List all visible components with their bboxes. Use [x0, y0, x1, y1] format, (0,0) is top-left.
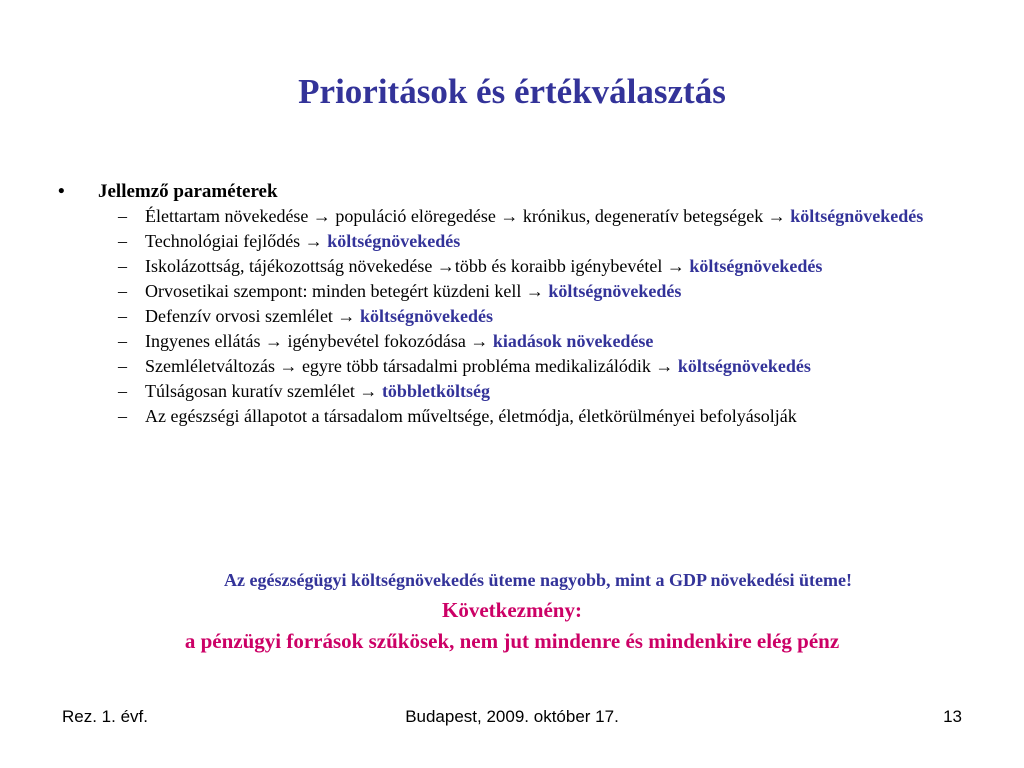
dash-icon: –	[118, 256, 127, 276]
dash-icon: –	[118, 306, 127, 326]
highlight-text: költségnövekedés	[689, 256, 823, 276]
bullet-icon: •	[58, 181, 65, 202]
dash-icon: –	[118, 406, 127, 426]
highlight-text: költségnövekedés	[790, 206, 924, 226]
dash-icon: –	[118, 356, 127, 376]
highlight-text: költségnövekedés	[327, 231, 461, 251]
dash-icon: –	[118, 381, 127, 401]
list-item	[118, 381, 968, 402]
list-item	[118, 356, 968, 377]
list-item	[118, 306, 968, 327]
highlight-text: kiadások növekedése	[492, 331, 654, 351]
list-item-text: Orvosetikai szempont: minden betegért küzdeni kell → költségnövekedés	[145, 281, 682, 301]
slide-number: 13	[943, 707, 962, 726]
sub-list	[58, 206, 968, 427]
dash-icon: –	[118, 206, 127, 226]
slide-content	[58, 180, 968, 431]
dash-icon: –	[118, 281, 127, 301]
dash-icon: –	[118, 331, 127, 351]
highlight-text: többletköltség	[381, 381, 490, 401]
list-item-text: Technológiai fejlődés → költségnövekedés	[145, 231, 461, 251]
highlight-text: költségnövekedés	[548, 281, 682, 301]
footer-date: Budapest, 2009. október 17.	[405, 707, 619, 726]
conclusion-text: Az egészségügyi költségnövekedés üteme nagyobb, mint a GDP növekedési üteme!	[224, 570, 852, 590]
consequence-label: Következmény:	[442, 598, 582, 622]
slide-title: Prioritások és értékválasztás	[298, 72, 726, 111]
list-item	[118, 231, 968, 252]
consequence-text: a pénzügyi források szűkösek, nem jut mindenre és mindenkire elég pénz	[184, 629, 840, 653]
highlight-text: költségnövekedés	[359, 306, 493, 326]
highlight-text: költségnövekedés	[677, 356, 811, 376]
dash-icon: –	[118, 231, 127, 251]
list-item-text: Az egészségi állapotot a társadalom műveltsége, életmódja, életkörülményei befolyásolják	[145, 406, 797, 426]
bullet-label: Jellemző paraméterek	[98, 181, 278, 202]
list-item	[118, 256, 968, 277]
list-item-text: Szemléletváltozás → egyre több társadalmi probléma medikalizálódik → költségnövekedés	[145, 356, 811, 376]
list-item-text: Iskolázottság, tájékozottság növekedése →több és koraibb igénybevétel → költségnövekedés	[145, 256, 823, 276]
list-item-text: Ingyenes ellátás → igénybevétel fokozódása → kiadások növekedése	[145, 331, 654, 351]
list-item	[118, 281, 968, 302]
list-item	[118, 331, 968, 352]
footer-course: Rez. 1. évf.	[62, 707, 148, 726]
list-item-text: Élettartam növekedése → populáció elöregedése → krónikus, degeneratív betegségek → költségnövekedés	[145, 206, 924, 226]
main-bullet	[58, 180, 968, 204]
list-item	[118, 406, 968, 427]
list-item-text: Túlságosan kuratív szemlélet → többletköltség	[145, 381, 490, 401]
slide-footer	[0, 707, 1024, 731]
list-item-text: Defenzív orvosi szemlélet → költségnövekedés	[145, 306, 493, 326]
list-item	[118, 206, 968, 227]
